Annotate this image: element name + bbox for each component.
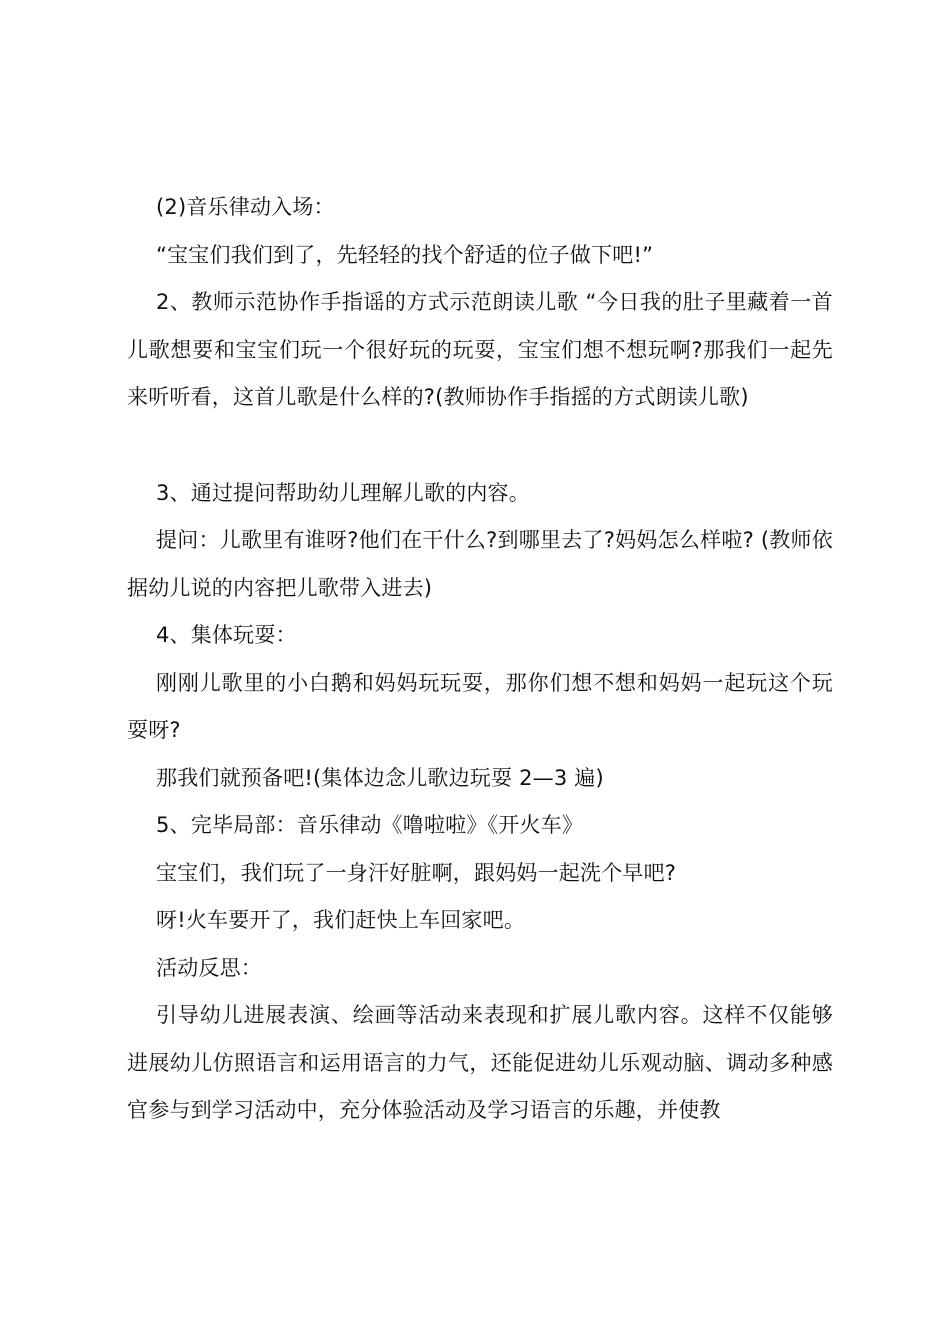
paragraph-reflection-heading: 活动反思：	[156, 955, 262, 980]
paragraph-step-5-ending: 5、完毕局部：音乐律动《噜啦啦》《开火车》	[156, 813, 584, 837]
paragraph-reflection-body: 引导幼儿进展表演、绘画等活动来表现和扩展儿歌内容。这样不仅能够进展幼儿仿照语言和运用语言的力气，还能促进幼儿乐观动脑、调动多种感官参与到学习活动中，充分体验活动及学习语言的乐趣，并使教	[127, 1003, 833, 1122]
paragraph-train-home: 呀!火车要开了，我们赶快上车回家吧。	[156, 908, 526, 932]
paragraph-play-invitation: 刚刚儿歌里的小白鹅和妈妈玩玩耍，那你们想不想和妈妈一起玩这个玩耍呀?	[127, 670, 833, 742]
paragraph-step-4-group-play: 4、集体玩耍：	[156, 623, 297, 647]
paragraph-step-3-questions: 3、通过提问帮助幼儿理解儿歌的内容。	[156, 480, 530, 505]
document-body	[127, 184, 833, 1135]
paragraph-play-repeat: 那我们就预备吧!(集体边念儿歌边玩耍 2—3 遍)	[156, 765, 604, 790]
paragraph-questions-detail: 提问：儿歌里有谁呀?他们在干什么?到哪里去了?妈妈怎么样啦? (教师依据幼儿说的内容把儿歌带入进去)	[127, 528, 833, 600]
paragraph-greeting-quote: “宝宝们我们到了，先轻轻的找个舒适的位子做下吧!”	[156, 242, 654, 267]
paragraph-step-2-demonstration: 2、教师示范协作手指谣的方式示范朗读儿歌 “今日我的肚子里藏着一首儿歌想要和宝宝们玩一个很好玩的玩耍，宝宝们想不想玩啊?那我们一起先来听听看，这首儿歌是什么样的?(教师协作手指摇的方式朗读儿歌)	[127, 290, 833, 409]
paragraph-music-entrance: (2)音乐律动入场：	[156, 195, 335, 219]
paragraph-wash-up: 宝宝们，我们玩了一身汗好脏啊，跟妈妈一起洗个早吧?	[156, 860, 677, 885]
